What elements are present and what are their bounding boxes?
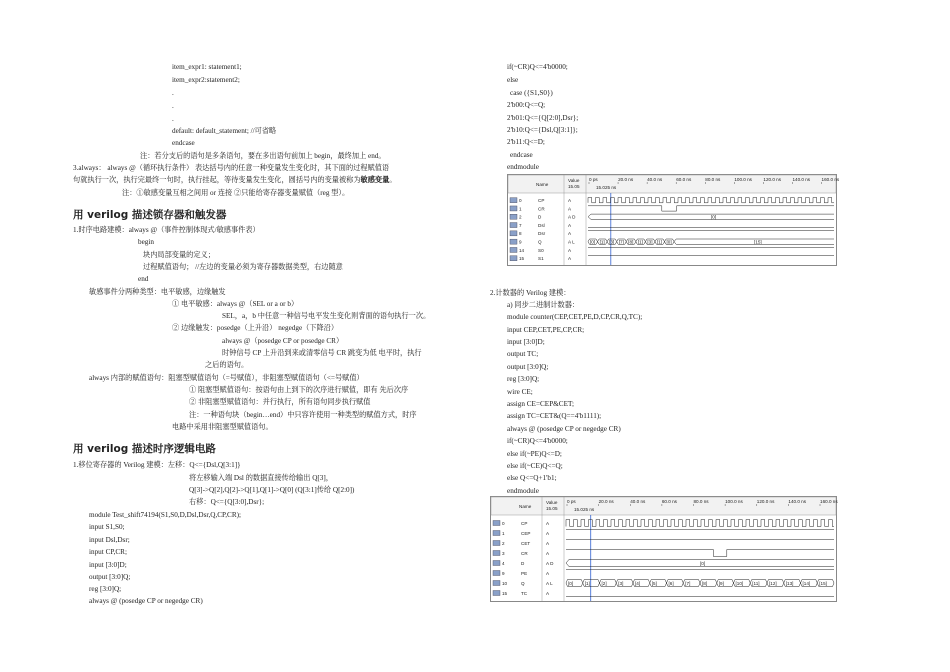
paragraph-line: always @（posedge CP or posedge CR）	[222, 337, 344, 345]
signal-value: A	[568, 206, 572, 212]
bus-value: [7]	[618, 239, 624, 245]
code-line: module counter(CEP,CET,PE,D,CP,CR,Q,TC);	[507, 313, 643, 321]
clock-waveform	[566, 520, 834, 527]
bus-value: [0]	[568, 580, 574, 586]
signal-value: A	[546, 540, 550, 546]
signal-value: A	[546, 520, 550, 526]
time-tick-label: 80.0 ns	[693, 499, 709, 504]
signal-value: A D	[568, 214, 576, 220]
bus-value: [3]	[609, 239, 615, 245]
code-line: endcase	[510, 151, 533, 159]
time-tick-label: 20.0 ns	[598, 499, 614, 504]
time-tick-label: 120.0 ns	[756, 499, 775, 504]
signal-name: Q	[538, 239, 542, 245]
paragraph-line: ② 非阻塞型赋值语句：并行执行，所有语句同步执行赋值	[189, 398, 371, 406]
signal-index: 15	[519, 256, 525, 262]
bus-value: [1]	[584, 580, 590, 586]
paragraph-line: ① 阻塞型赋值语句：按语句由上到下的次序进行赋值，即有 先后次序	[189, 386, 409, 394]
bus-value: [6]	[668, 580, 674, 586]
time-tick-label: 140.0 ns	[788, 499, 807, 504]
code-line: output TC;	[507, 350, 539, 358]
signal-index: 1	[519, 206, 522, 212]
signal-waveform	[566, 550, 834, 557]
bus-value: [2]	[601, 580, 607, 586]
signal-name: PE	[521, 570, 528, 576]
column-header-name: Name	[536, 182, 549, 187]
column-header-name: Name	[519, 504, 532, 509]
paragraph-line: Q[3]->Q[2],Q[2]->Q[1],Q[1]->Q[0] (Q[3:1]传给 Q[2:0])	[189, 486, 355, 494]
paragraph-line: always 内部的赋值语句：阻塞型赋值语句（=号赋值），非阻塞型赋值语句（<=号赋值）	[89, 374, 364, 382]
bus-value: [9]	[718, 580, 724, 586]
bus-value: [0]	[711, 214, 717, 220]
code-line: reg [3:0]Q;	[89, 585, 122, 593]
code-line: item_expr2:statement2;	[172, 76, 240, 84]
section-heading: 用 verilog 描述时序逻辑电路	[73, 443, 216, 455]
time-tick-label: 0 ps	[567, 499, 576, 504]
signal-value: A	[546, 590, 550, 596]
signal-index: 0	[502, 520, 505, 526]
pin-icon	[493, 531, 500, 536]
code-line: assign TC=CET&(Q==4'b1111);	[507, 412, 602, 420]
pin-icon	[493, 541, 500, 546]
pin-icon	[493, 551, 500, 556]
column-header-value: Value	[568, 178, 580, 183]
signal-value: A	[546, 550, 550, 556]
bus-value: [3]	[647, 239, 653, 245]
signal-index: 8	[519, 231, 522, 237]
code-line: input [3:0]D;	[89, 561, 127, 569]
code-line: input CEP,CET,PE,CP,CR;	[507, 326, 585, 334]
pin-icon	[510, 247, 517, 252]
pin-icon	[493, 581, 500, 586]
signal-value: A D	[546, 560, 554, 566]
code-line: begin	[138, 238, 154, 246]
bus-value: [8]	[702, 580, 708, 586]
code-line: end	[138, 275, 149, 283]
code-line: always @ (posedge CP or negedge CR)	[89, 597, 203, 605]
signal-index: 10	[502, 580, 508, 586]
code-line: input S1,S0;	[89, 523, 125, 531]
waveform-header	[508, 175, 836, 193]
paragraph-line: a) 同步二进制计数器：	[507, 301, 580, 309]
paragraph-line: 右移：Q<={Q[3:0],Dsr};	[189, 498, 265, 506]
simulation-waveform-counter	[490, 496, 837, 602]
time-tick-label: 60.0 ns	[661, 499, 677, 504]
code-line: 块内局部变量的定义；	[143, 251, 215, 259]
paragraph-line: 将左移输入端 Dsl 的数据直接传给输出 Q[3]，	[189, 474, 333, 482]
signal-index: 9	[502, 570, 505, 576]
value-time: 15.05	[546, 506, 558, 511]
pin-icon	[510, 198, 517, 203]
pin-icon	[510, 214, 517, 219]
pin-icon	[510, 206, 517, 211]
bus-value: [12]	[769, 580, 777, 586]
time-tick-label: 60.0 ns	[676, 177, 692, 182]
paragraph-line: ① 电平敏感：always @（SEL or a or b）	[172, 300, 299, 308]
signal-name: S1	[538, 256, 544, 262]
value-time: 15.05	[568, 184, 580, 189]
time-tick-label: 160.0 ns	[821, 177, 840, 182]
code-line: .	[172, 115, 174, 123]
signal-value: A	[568, 231, 572, 237]
code-line: input CP,CR;	[89, 548, 127, 556]
bus-value: [15]	[819, 580, 827, 586]
bus-value: [3]	[618, 580, 624, 586]
bus-value: [1]	[599, 239, 605, 245]
signal-index: 14	[519, 247, 525, 253]
code-line: 2'b00:Q<=Q;	[507, 101, 546, 109]
signal-index: 7	[519, 222, 522, 228]
bus-value: [15]	[754, 239, 762, 245]
time-tick-label: 160.0 ns	[820, 499, 838, 504]
pin-icon	[493, 521, 500, 526]
code-line: if(~CR)Q<=4'b0000;	[507, 437, 568, 445]
clock-waveform	[588, 198, 834, 203]
signal-name: S0	[538, 247, 544, 253]
signal-name: CET	[521, 540, 531, 546]
bus-value: [0]	[590, 239, 596, 245]
time-tick-label: 40.0 ns	[630, 499, 646, 504]
time-tick-label: 140.0 ns	[792, 177, 811, 182]
bus-value: [0]	[666, 239, 672, 245]
cursor-label: 15.025 ns	[574, 507, 595, 512]
paragraph-line: ② 边缘触发：posedge（上升沿） negedge（下降沿）	[172, 324, 339, 332]
signal-name: D	[521, 560, 525, 566]
code-line: else	[507, 76, 519, 84]
code-line: output [3:0]Q;	[507, 363, 549, 371]
code-line: reg [3:0]Q;	[507, 375, 540, 383]
code-line: else if(~PE)Q<=D;	[507, 450, 562, 458]
code-line: output [3:0]Q;	[89, 573, 131, 581]
bus-value: [14]	[802, 580, 811, 586]
code-line: endmodule	[507, 487, 539, 495]
bus-value: [11]	[752, 580, 760, 586]
signal-waveform	[588, 206, 834, 211]
keyword-bold: 敏感变量	[360, 176, 390, 184]
signal-index: 3	[502, 550, 505, 556]
pin-icon	[510, 223, 517, 228]
signal-index: 2	[502, 540, 505, 546]
signal-value: A	[546, 530, 550, 536]
time-tick-label: 0 ps	[589, 177, 598, 182]
bus-value: [7]	[685, 580, 691, 586]
bus-value: [1]	[656, 239, 663, 245]
paragraph-line: SEL，a，b 中任意一种信号电平发生变化则背面的语句执行一次。	[222, 312, 431, 320]
signal-value: A	[568, 197, 572, 203]
signal-name: CP	[521, 520, 528, 526]
paragraph-line: 3.always： always @（循环执行条件） 表达括号内的任意一种变量发生变化时，其下面的过程赋值语	[73, 164, 390, 172]
paragraph-line: 注：一种语句块（begin…end）中只容许使用一种类型的赋值方式，时序	[189, 411, 417, 419]
pin-icon	[510, 231, 517, 236]
code-line: assign CE=CEP&CET;	[507, 400, 574, 408]
column-header-value: Value	[546, 500, 558, 505]
code-line: module Test_shift74194(S1,S0,D,Dsl,Dsr,Q,CP,CR);	[89, 511, 242, 519]
pin-icon	[493, 591, 500, 596]
bus-value: [0]	[700, 560, 706, 566]
paragraph-line: 时钟信号 CP 上升沿到来或清零信号 CR 跳变为低 电平时，执行	[222, 349, 422, 357]
signal-name: CP	[538, 197, 545, 203]
code-line: 2'b11:Q<=D;	[507, 138, 545, 146]
signal-value: A	[568, 247, 572, 253]
paragraph-line: 句就执行一次，执行完最终一句时，执行挂起，等待变量发生变化，圆括号内的变量被称为敏感变量。	[73, 176, 397, 184]
bus-value: [4]	[635, 580, 641, 586]
signal-value: A	[568, 222, 572, 228]
paragraph-line: 2.计数器的 Verilog 建模：	[490, 289, 571, 297]
time-tick-label: 100.0 ns	[725, 499, 743, 504]
bus-value: [1]	[637, 239, 643, 245]
pin-icon	[493, 561, 500, 566]
signal-index: 4	[502, 560, 505, 566]
code-line: endmodule	[507, 163, 539, 171]
bus-value: [5]	[651, 580, 657, 586]
section-heading: 用 verilog 描述锁存器和触发器	[73, 209, 227, 221]
code-line: if(~CR)Q<=4'b0000;	[507, 63, 568, 71]
paragraph-line: 1.移位寄存器的 Verilog 建模：左移：Q<={Dsl,Q[3:1]}	[73, 461, 241, 469]
pin-icon	[493, 571, 500, 576]
time-tick-label: 100.0 ns	[734, 177, 752, 182]
code-line: 2'b01:Q<={Q[2:0],Dsr};	[507, 114, 579, 122]
note-line: 注：①敏感变量互相之间用 or 连接 ②只能给寄存器变量赋值（reg 型）。	[122, 189, 350, 197]
signal-index: 9	[519, 239, 522, 245]
signal-name: Dsr	[538, 231, 546, 237]
paragraph-line: 1.时序电路建模：always @（事件控制体现式/敏感事件表）	[73, 226, 260, 234]
signal-name: Q	[521, 580, 525, 586]
signal-value: A	[546, 570, 550, 576]
code-line: always @ (posedge CP or negedge CR)	[507, 425, 621, 433]
bus-value: [8]	[628, 239, 634, 245]
signal-value: A L	[568, 239, 575, 245]
signal-index: 1	[502, 530, 505, 536]
paragraph-line: 之后的语句。	[205, 361, 249, 369]
code-line: input [3:0]D;	[507, 338, 545, 346]
bus-value: [13]	[785, 580, 794, 586]
signal-index: 15	[502, 590, 508, 596]
code-line: 2'b10:Q<={Dsl,Q[3:1]};	[507, 126, 578, 134]
signal-name: CR	[538, 206, 545, 212]
time-tick-label: 80.0 ns	[705, 177, 721, 182]
simulation-waveform-shift-register	[507, 174, 840, 266]
time-tick-label: 40.0 ns	[647, 177, 663, 182]
code-line: else if(~CE)Q<=Q;	[507, 462, 563, 470]
signal-name: TC	[521, 590, 528, 596]
code-line: item_expr1: statement1;	[172, 63, 242, 71]
signal-index: 2	[519, 214, 522, 220]
signal-value: A L	[546, 580, 553, 586]
bus-value: [10]	[735, 580, 744, 586]
code-line: input Dsl,Dsr;	[89, 536, 130, 544]
cursor-label: 15.025 ns	[596, 185, 617, 190]
signal-name: D	[538, 214, 542, 220]
code-line: default: default_statement; //可省略	[172, 127, 277, 135]
code-line: case ({S1,S0})	[510, 89, 553, 97]
code-line: 过程赋值语句； //左边的变量必须为寄存器数据类型，右边随意	[143, 263, 343, 271]
signal-index: 0	[519, 197, 522, 203]
pin-icon	[510, 239, 517, 244]
note-line: 注：若分支后的语句是多条语句，要在多出语句前加上 begin，最终加上 end。	[140, 152, 386, 160]
code-line: endcase	[172, 139, 195, 147]
code-line: wire CE;	[507, 388, 533, 396]
code-line: .	[172, 89, 174, 97]
signal-value: A	[568, 256, 572, 262]
paragraph-line: 电路中采用非阻塞型赋值语句。	[172, 423, 273, 431]
signal-name: CEP	[521, 530, 531, 536]
paragraph-line: 敏感事件分两种类型：电平敏感，边缘触发	[89, 288, 226, 296]
time-tick-label: 120.0 ns	[763, 177, 782, 182]
code-line: .	[172, 102, 174, 110]
pin-icon	[510, 256, 517, 261]
code-line: else Q<=Q+1'b1;	[507, 474, 557, 482]
time-tick-label: 20.0 ns	[618, 177, 634, 182]
signal-name: Dsl	[538, 222, 545, 228]
signal-name: CR	[521, 550, 528, 556]
